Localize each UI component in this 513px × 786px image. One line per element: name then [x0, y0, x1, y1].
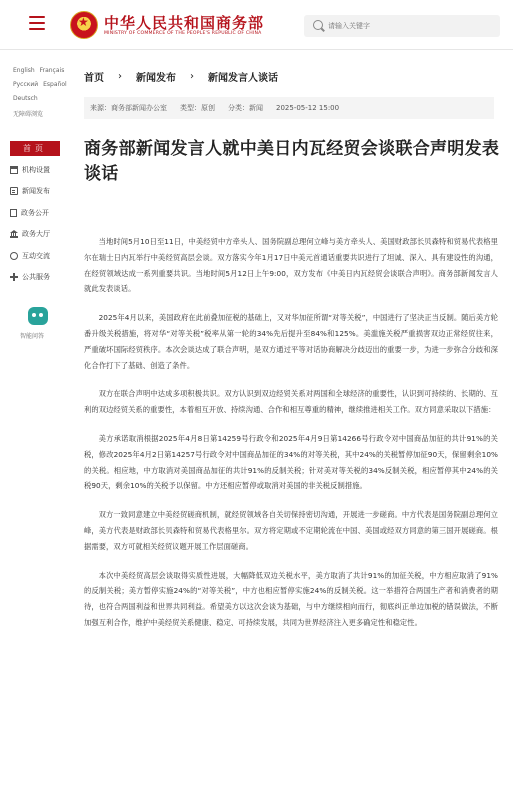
menu-icon[interactable]	[29, 16, 45, 30]
sidebar-home-button[interactable]: 首页	[10, 141, 60, 156]
breadcrumb-home[interactable]: 首页	[84, 72, 104, 84]
language-row	[13, 67, 67, 74]
site-title[interactable]: 中华人民共和国商务部	[104, 14, 265, 32]
article-paragraph: 本次中美经贸高层会谈取得实质性进展，大幅降低双边关税水平，美方取消了共计91%的加征关税，中方相应取消了91%的反制关税；美方暂停实施24%的“对等关税”，中方也相应暂停实施24%的反制关税。这一举措符合两国生产者和消费者的期待，也符合两国利益和世界共同利益。希望美方以这次会谈为基础，与中方继续相向而行，彻底纠正单边加税的错误做法，不断加强互利合作，维护中美经贸关系健康、稳定、可持续发展，共同为世界经济注入更多确定性和稳定性。	[84, 570, 498, 627]
breadcrumb-spokesperson[interactable]: 新闻发言人谈话	[208, 72, 278, 84]
sidebar-item-news[interactable]	[10, 184, 50, 198]
sidebar-item-interaction[interactable]	[10, 249, 50, 263]
lang-german[interactable]: Deutsch	[13, 95, 38, 102]
news-icon	[10, 187, 18, 195]
article-source: 来源：商务部新闻办公室	[90, 104, 167, 112]
article-date: 2025-05-12 15:00	[276, 104, 340, 112]
sidebar-item-label: 政务大厅	[22, 230, 50, 238]
assistant-robot-icon[interactable]	[28, 307, 48, 325]
sidebar-item-label: 互动交流	[22, 252, 50, 260]
sidebar-item-label: 政务公开	[21, 209, 49, 217]
national-emblem-logo[interactable]: ★	[70, 11, 98, 39]
breadcrumb-separator: ›	[190, 70, 194, 82]
sidebar-item-label: 机构设置	[22, 166, 50, 174]
search-input[interactable]	[328, 18, 494, 34]
language-row	[13, 109, 46, 118]
site-header	[0, 0, 513, 50]
lang-english[interactable]: English	[13, 67, 35, 74]
article-paragraph: 2025年4月以来，美国政府在此前叠加征税的基础上，又对华加征所谓“对等关税”，中国进行了坚决正当反制。随后美方轮番升级关税措施，将对华“对等关税”税率从第一轮的34%先后提升至84%和125%。美滥施关税严重损害双边正常经贸往来，严重破坏国际经贸秩序。本次会谈达成了联合声明，是双方通过平等对话协商解决分歧迈出的重要一步，为进一步弥合分歧和深化合作打下了基础、创造了条件。	[84, 313, 498, 370]
article-category: 分类：新闻	[228, 104, 263, 112]
document-icon	[10, 209, 17, 217]
accessibility-link[interactable]: 无障碍浏览	[13, 111, 44, 118]
sidebar-item-label: 新闻发布	[22, 187, 50, 195]
breadcrumb	[84, 68, 278, 84]
site-subtitle: MINISTRY OF COMMERCE OF THE PEOPLE'S REPUBLIC OF CHINA	[104, 31, 262, 36]
sidebar-item-government-affairs[interactable]	[10, 206, 49, 220]
sidebar-item-service-hall[interactable]	[10, 227, 50, 241]
chat-icon	[10, 252, 18, 260]
building-icon	[10, 166, 18, 174]
article-paragraph: 当地时间5月10日至11日，中美经贸中方牵头人、国务院副总理何立峰与美方牵头人、美国财政部长贝森特和贸易代表格里尔在瑞士日内瓦举行中美经贸高层会谈。双方落实今年1月17日中美元首通话重要共识进行了坦诚、深入、具有建设性的沟通，在经贸领域达成一系列重要共识。当地时间5月12日上午9:00，双方发布《中美日内瓦经贸会谈联合声明》。商务部新闻发言人就此发表谈话。	[84, 237, 498, 294]
language-row	[13, 95, 41, 102]
sidebar-item-public-service[interactable]	[10, 270, 50, 284]
article-paragraph: 双方在联合声明中达成多项积极共识。双方认识到双边经贸关系对两国和全球经济的重要性，认识到可持续的、长期的、互利的双边经贸关系的重要性，本着相互开放、持续沟通、合作和相互尊重的精神，继续推进相关工作。双方同意采取以下措施：	[84, 389, 498, 415]
breadcrumb-separator: ›	[118, 70, 122, 82]
lang-french[interactable]: Français	[39, 67, 65, 74]
article-paragraph: 美方承诺取消根据2025年4月8日第14259号行政令和2025年4月9日第14266号行政令对中国商品加征的共计91%的关税，修改2025年4月2日第14257号行政令对中国商品加征的34%的对等关税，其中24%的关税暂停加征90天，保留剩余10%的关税。相应地，中方取消对美国商品加征的共计91%的反制关税；针对美对等关税的34%反制关税，相应暂停其中24%的关税90天，剩余10%的关税予以保留。中方还相应暂停或取消对美国的非关税反制措施。	[84, 433, 498, 491]
search-box	[304, 15, 500, 37]
language-row	[13, 81, 70, 88]
assistant-label[interactable]: 智能问答	[20, 333, 45, 340]
article-paragraph: 双方一致同意建立中美经贸磋商机制，就经贸领域各自关切保持密切沟通，开展进一步磋商。中方代表是国务院副总理何立峰，美方代表是财政部长贝森特和贸易代表格里尔。双方将定期或不定期轮流在中国、美国或经双方同意的第三国开展磋商。根据需要，双方可就相关经贸议题开展工作层面磋商。	[84, 510, 498, 551]
lang-russian[interactable]: Русский	[13, 81, 39, 88]
article-type: 类型：原创	[180, 104, 215, 112]
article-body	[84, 234, 498, 644]
article-title: 商务部新闻发言人就中美日内瓦经贸会谈联合声明发表谈话	[84, 139, 500, 184]
lang-spanish[interactable]: Español	[43, 81, 67, 88]
breadcrumb-news[interactable]: 新闻发布	[136, 72, 176, 84]
article-meta	[84, 97, 494, 119]
hall-icon	[10, 230, 18, 238]
search-icon[interactable]	[313, 20, 323, 30]
sidebar-item-organization[interactable]	[10, 163, 50, 177]
sidebar-item-label: 公共服务	[22, 273, 50, 281]
service-icon	[10, 273, 18, 281]
